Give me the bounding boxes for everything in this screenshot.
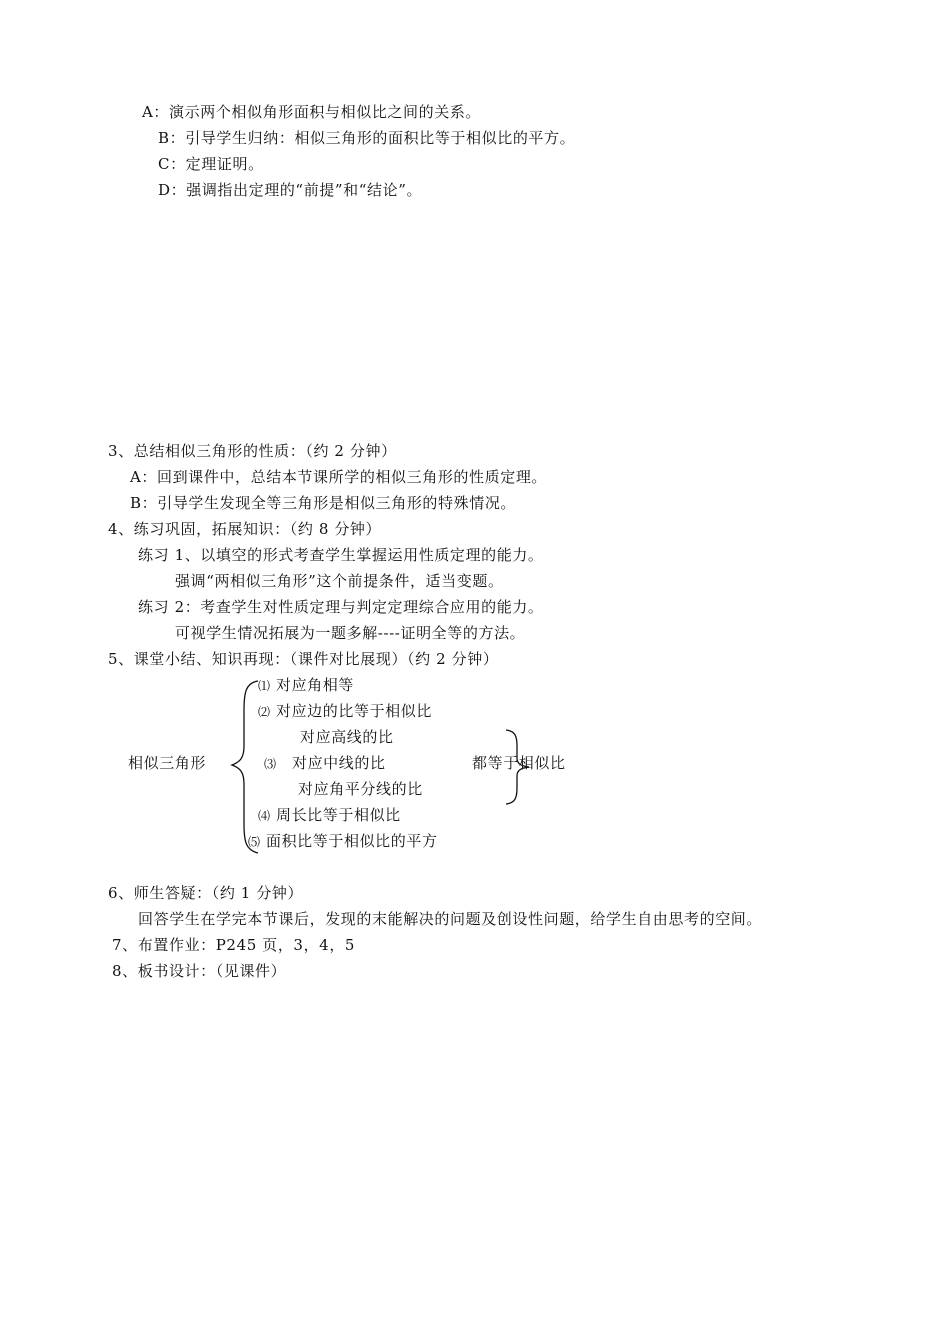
diagram-item-3c: 对应角平分线的比 [298, 780, 423, 798]
section2-item-c: C：定理证明。 [158, 155, 264, 173]
section3-item-b: B：引导学生发现全等三角形是相似三角形的特殊情况。 [130, 494, 517, 512]
section5-title: 5、课堂小结、知识再现：（课件对比展现）（约 2 分钟） [108, 650, 499, 668]
section7-title: 7、布置作业：P245 页，3，4，5 [112, 936, 356, 954]
diagram-item-2 [258, 701, 432, 722]
diagram-item-3-result: 都等于相似比 [472, 754, 566, 772]
exercise-2-note: 可视学生情况拓展为一题多解----证明全等的方法。 [175, 624, 526, 642]
section2-item-a: A：演示两个相似角形面积与相似比之间的关系。 [142, 103, 482, 121]
section3-item-a: A：回到课件中，总结本节课所学的相似三角形的性质定理。 [130, 468, 548, 486]
exercise-1-note: 强调“两相似三角形”这个前提条件，适当变题。 [175, 572, 504, 590]
section2-item-b: B：引导学生归纳：相似三角形的面积比等于相似比的平方。 [158, 129, 576, 147]
diagram-item-1 [258, 675, 354, 696]
item-3-number: ⑶ [264, 757, 277, 771]
section6-body: 回答学生在学完本节课后，发现的末能解决的问题及创设性问题，给学生自由思考的空间。 [138, 910, 763, 928]
exercise-1: 练习 1、以填空的形式考查学生掌握运用性质定理的能力。 [138, 546, 544, 564]
diagram-item-5 [248, 831, 438, 852]
item-2-text: 对应边的比等于相似比 [275, 702, 432, 720]
diagram-item-3a: 对应高线的比 [300, 728, 394, 746]
diagram-item-3 [264, 753, 386, 774]
item-1-number: ⑴ [258, 679, 271, 693]
item-5-text: 面积比等于相似比的平方 [265, 832, 438, 850]
item-2-number: ⑵ [258, 705, 271, 719]
section8-title: 8、板书设计：（见课件） [112, 962, 287, 980]
item-3b-text: 对应中线的比 [291, 754, 386, 772]
section2-item-d: D：强调指出定理的“前提”和“结论”。 [158, 181, 423, 199]
section6-title: 6、师生答疑：（约 1 分钟） [108, 884, 304, 902]
exercise-2: 练习 2：考查学生对性质定理与判定定理综合应用的能力。 [138, 598, 544, 616]
item-4-number: ⑷ [258, 809, 271, 823]
item-5-number: ⑸ [248, 835, 261, 849]
item-4-text: 周长比等于相似比 [275, 806, 401, 824]
right-brace-icon [503, 728, 533, 806]
section3-title: 3、总结相似三角形的性质：（约 2 分钟） [108, 442, 397, 460]
section4-title: 4、练习巩固，拓展知识：（约 8 分钟） [108, 520, 382, 538]
diagram-item-4 [258, 805, 401, 826]
diagram-root-label: 相似三角形 [128, 754, 207, 772]
item-1-text: 对应角相等 [275, 676, 354, 694]
